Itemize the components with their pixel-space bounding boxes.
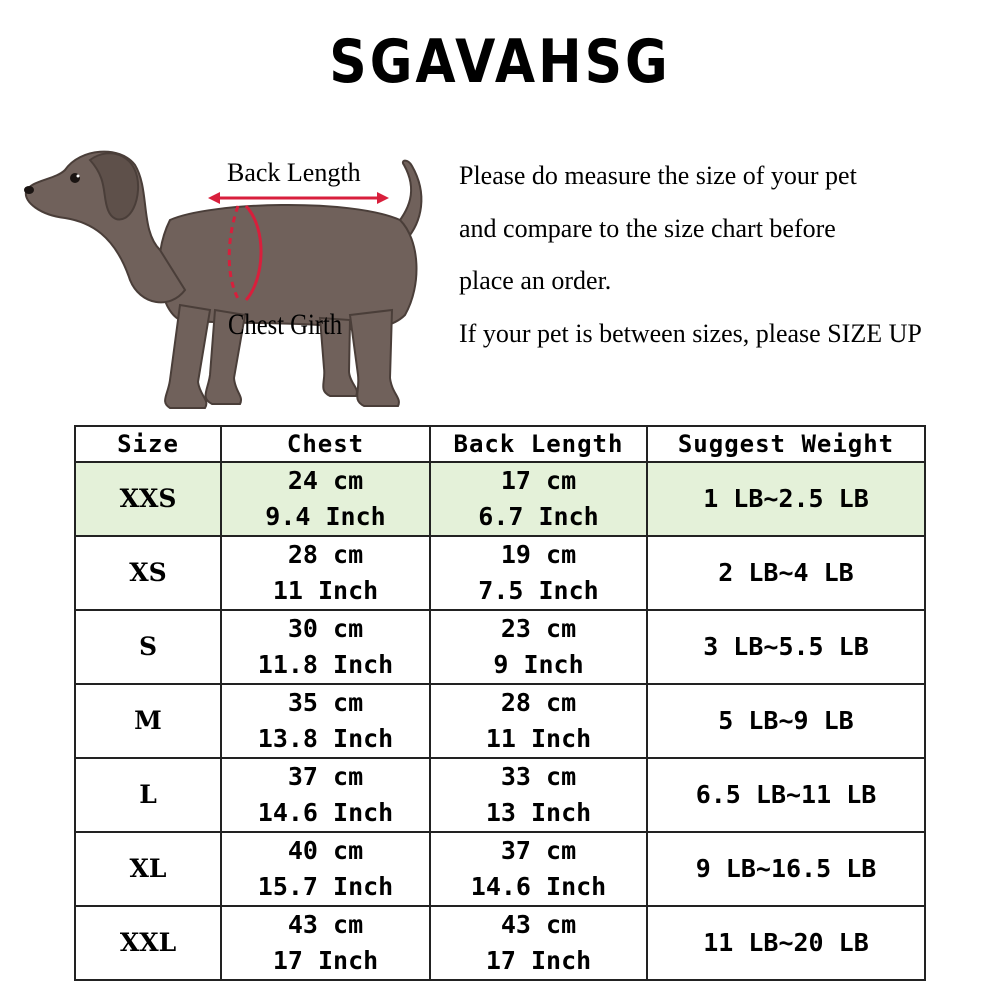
- chest-cell: 37 cm 14.6 Inch: [221, 758, 430, 832]
- size-cell: XXL: [75, 906, 221, 980]
- size-chart-table: [74, 425, 926, 981]
- column-header-size: Size: [75, 426, 221, 462]
- chest-cell: 28 cm 11 Inch: [221, 536, 430, 610]
- back-length-label: Back Length: [227, 158, 361, 187]
- instruction-line: Please do measure the size of your pet: [459, 161, 857, 190]
- table-row: [75, 758, 925, 832]
- chest-cell: 24 cm 9.4 Inch: [221, 462, 430, 536]
- weight-cell: 11 LB~20 LB: [647, 906, 925, 980]
- chest-cell: 43 cm 17 Inch: [221, 906, 430, 980]
- weight-cell: 2 LB~4 LB: [647, 536, 925, 610]
- weight-cell: 1 LB~2.5 LB: [647, 462, 925, 536]
- instruction-line: [459, 308, 999, 361]
- table-row: [75, 906, 925, 980]
- back-length-cell: 37 cm 14.6 Inch: [430, 832, 647, 906]
- back-length-cell: 28 cm 11 Inch: [430, 684, 647, 758]
- chest-girth-label: Chest Girth: [228, 308, 343, 341]
- table-header-row: [75, 426, 925, 462]
- size-up-prefix: If your pet is between sizes, please: [459, 318, 828, 348]
- brand-logo: SGAVAHSG: [329, 28, 671, 97]
- size-cell: XXS: [75, 462, 221, 536]
- table-row: [75, 536, 925, 610]
- table-row: [75, 610, 925, 684]
- dog-measurement-diagram: [20, 110, 440, 430]
- back-length-cell: 23 cm 9 Inch: [430, 610, 647, 684]
- chest-cell: 30 cm 11.8 Inch: [221, 610, 430, 684]
- chest-cell: 40 cm 15.7 Inch: [221, 832, 430, 906]
- column-header-chest: Chest: [221, 426, 430, 462]
- weight-cell: 3 LB~5.5 LB: [647, 610, 925, 684]
- size-cell: XS: [75, 536, 221, 610]
- chest-cell: 35 cm 13.8 Inch: [221, 684, 430, 758]
- size-cell: XL: [75, 832, 221, 906]
- column-header-suggest-weight: Suggest Weight: [647, 426, 925, 462]
- table-row: [75, 684, 925, 758]
- size-up-emphasis: SIZE UP: [827, 318, 922, 348]
- weight-cell: 6.5 LB~11 LB: [647, 758, 925, 832]
- column-header-back-length: Back Length: [430, 426, 647, 462]
- size-cell: M: [75, 684, 221, 758]
- measurement-instructions: [459, 150, 999, 360]
- back-length-cell: 19 cm 7.5 Inch: [430, 536, 647, 610]
- table-row: [75, 462, 925, 536]
- weight-cell: 5 LB~9 LB: [647, 684, 925, 758]
- back-length-cell: 43 cm 17 Inch: [430, 906, 647, 980]
- back-length-cell: 33 cm 13 Inch: [430, 758, 647, 832]
- size-cell: L: [75, 758, 221, 832]
- table-row: [75, 832, 925, 906]
- back-length-arrow: [208, 192, 389, 204]
- back-length-cell: 17 cm 6.7 Inch: [430, 462, 647, 536]
- weight-cell: 9 LB~16.5 LB: [647, 832, 925, 906]
- instruction-line: and compare to the size chart before: [459, 213, 836, 243]
- instruction-line: place an order.: [459, 266, 612, 295]
- size-cell: S: [75, 610, 221, 684]
